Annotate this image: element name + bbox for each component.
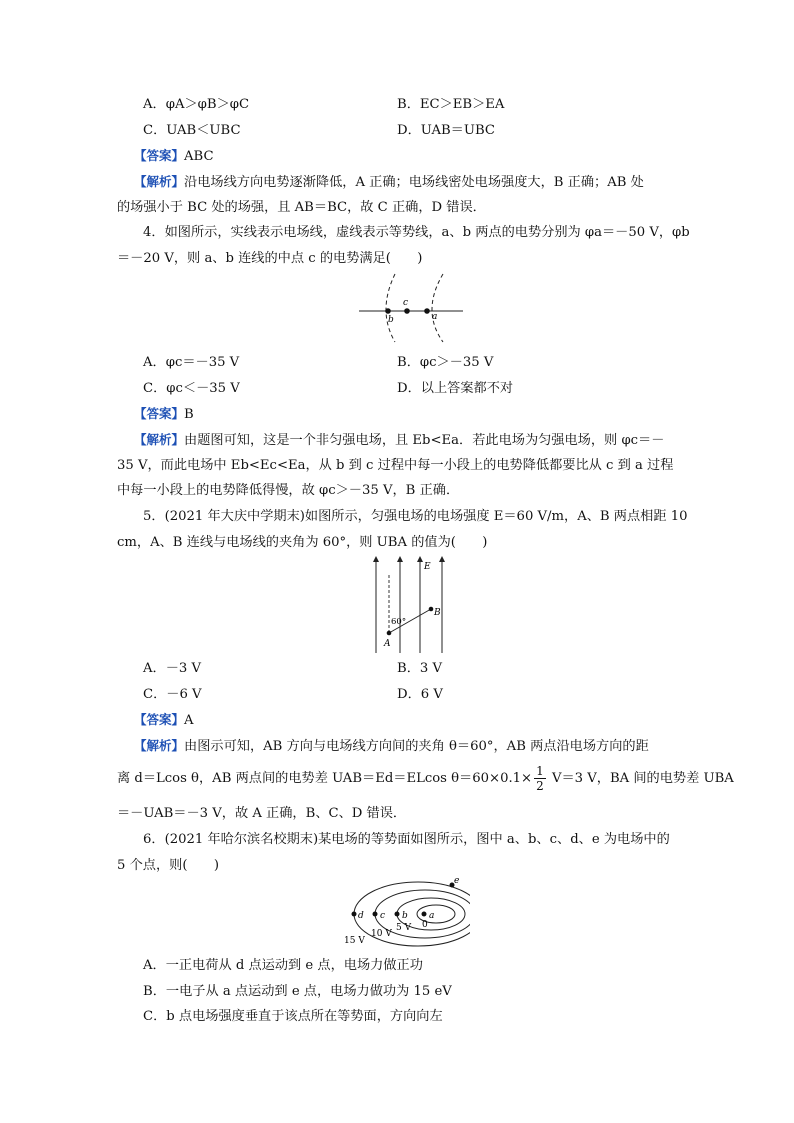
point-c bbox=[404, 308, 410, 314]
label-b: b bbox=[388, 315, 394, 325]
label-c: c bbox=[380, 911, 386, 921]
fraction-numerator: 1 bbox=[536, 764, 544, 778]
q5-field-diagram bbox=[368, 553, 450, 655]
analysis-text: 由图示可知，AB 方向与电场线方向间的夹角 θ＝60°，AB 两点沿电场方向的距 bbox=[184, 739, 649, 754]
q4-option-d: D．以上答案都不对 bbox=[397, 381, 514, 396]
q6-stem-line-2: 5 个点，则( ) bbox=[117, 858, 219, 873]
label-5v: 5 V bbox=[396, 923, 412, 933]
label-d: d bbox=[358, 911, 364, 921]
label-b: b bbox=[402, 911, 408, 921]
q5-option-d: D．6 V bbox=[397, 687, 443, 702]
answer-tag: 【答案】 bbox=[134, 712, 185, 727]
label-a: A bbox=[384, 639, 391, 649]
answer-value: B bbox=[184, 407, 194, 422]
q4-field-diagram bbox=[355, 272, 465, 344]
point-b bbox=[395, 912, 400, 917]
analysis-text-part-2: V＝3 V，BA 间的电势差 UBA bbox=[547, 771, 734, 786]
point-b bbox=[429, 607, 434, 612]
q5-analysis-line-2 bbox=[117, 763, 734, 795]
q3-option-d: D．UAB＝UBC bbox=[397, 123, 496, 138]
q6-equipotential-diagram bbox=[340, 872, 470, 948]
q5-option-a: A．－3 V bbox=[143, 661, 202, 676]
analysis-text-part-1: 离 d＝Lcos θ，AB 两点间的电势差 UAB＝Ed＝ELcos θ＝60×0.1× bbox=[117, 771, 533, 786]
analysis-tag: 【解析】 bbox=[134, 432, 185, 447]
label-c: c bbox=[403, 298, 409, 308]
q4-stem-line-1: 4．如图所示，实线表示电场线，虚线表示等势线，a、b 两点的电势分别为 φa＝－50 V，φb bbox=[143, 225, 690, 240]
q5-option-c: C．－6 V bbox=[143, 687, 202, 702]
answer-tag: 【答案】 bbox=[134, 406, 185, 421]
analysis-text: 沿电场线方向电势逐渐降低，A 正确；电场线密处电场强度大，B 正确；AB 处 bbox=[184, 175, 644, 190]
q5-answer bbox=[134, 711, 194, 730]
label-a: a bbox=[429, 911, 435, 921]
q6-option-a: A．一正电荷从 d 点运动到 e 点，电场力做正功 bbox=[143, 958, 423, 973]
point-a bbox=[422, 912, 427, 917]
analysis-text: 由题图可知，这是一个非匀强电场，且 Eb<Ea．若此电场为匀强电场，则 φc＝－ bbox=[184, 433, 665, 448]
q3-option-a: A．φA＞φB＞φC bbox=[143, 97, 250, 112]
q5-option-b: B．3 V bbox=[397, 661, 442, 676]
label-0v: 0 bbox=[422, 920, 428, 930]
q4-analysis-line-1 bbox=[134, 431, 664, 450]
point-d bbox=[352, 912, 357, 917]
q6-stem-line-1: 6．(2021 年哈尔滨名校期末)某电场的等势面如图所示，图中 a、b、c、d、e 为电场中的 bbox=[143, 832, 670, 847]
q3-option-b: B．EC＞EB＞EA bbox=[397, 97, 505, 112]
label-e: e bbox=[454, 876, 460, 886]
label-b: B bbox=[434, 608, 441, 618]
answer-tag: 【答案】 bbox=[134, 148, 185, 163]
q6-option-c: C．b 点电场强度垂直于该点所在等势面，方向向左 bbox=[143, 1009, 443, 1024]
analysis-tag: 【解析】 bbox=[134, 738, 185, 753]
fraction-denominator: 2 bbox=[536, 779, 544, 793]
q5-stem-line-2: cm，A、B 连线与电场线的夹角为 60°，则 UBA 的值为( ) bbox=[117, 535, 488, 550]
q3-option-c: C．UAB＜UBC bbox=[143, 123, 241, 138]
q5-analysis-line-1 bbox=[134, 737, 649, 756]
q3-analysis-line-2: 的场强小于 BC 处的场强，且 AB＝BC，故 C 正确，D 错误． bbox=[117, 200, 486, 215]
point-a bbox=[387, 631, 392, 636]
q4-option-b: B．φc＞－35 V bbox=[397, 355, 494, 370]
point-b bbox=[385, 308, 391, 314]
q4-stem-line-2: ＝－20 V，则 a、b 连线的中点 c 的电势满足( ) bbox=[117, 251, 423, 266]
q4-option-a: A．φc＝－35 V bbox=[143, 355, 240, 370]
answer-value: A bbox=[184, 713, 194, 728]
label-e: E bbox=[424, 562, 431, 572]
label-a: a bbox=[432, 312, 438, 322]
q4-answer bbox=[134, 405, 194, 424]
analysis-tag: 【解析】 bbox=[134, 174, 185, 189]
q3-analysis-line-1 bbox=[134, 173, 644, 192]
q5-stem-line-1: 5．(2021 年大庆中学期末)如图所示，匀强电场的电场强度 E＝60 V/m，A、B 两点相距 10 bbox=[143, 509, 688, 524]
fraction-one-half bbox=[534, 764, 546, 793]
label-10v: 10 V bbox=[371, 929, 392, 939]
q4-analysis-line-2: 35 V，而此电场中 Eb<Ec<Ea，从 b 到 c 过程中每一小段上的电势降低都要比从 c 到 a 过程 bbox=[117, 458, 674, 473]
angle-label: 60° bbox=[391, 617, 407, 627]
q4-option-c: C．φc＜－35 V bbox=[143, 381, 240, 396]
label-15v: 15 V bbox=[344, 936, 365, 946]
q3-answer bbox=[134, 147, 214, 166]
q4-analysis-line-3: 中每一小段上的电势降低得慢，故 φc＞－35 V，B 正确． bbox=[117, 483, 460, 498]
answer-value: ABC bbox=[184, 149, 214, 164]
equipotential-right bbox=[432, 274, 443, 342]
q5-analysis-line-3: ＝－UAB＝－3 V，故 A 正确，B、C、D 错误． bbox=[117, 806, 407, 821]
equipotential-left bbox=[386, 274, 395, 342]
point-a bbox=[424, 308, 430, 314]
point-c bbox=[373, 912, 378, 917]
q6-option-b: B．一电子从 a 点运动到 e 点，电场力做功为 15 eV bbox=[143, 984, 452, 999]
